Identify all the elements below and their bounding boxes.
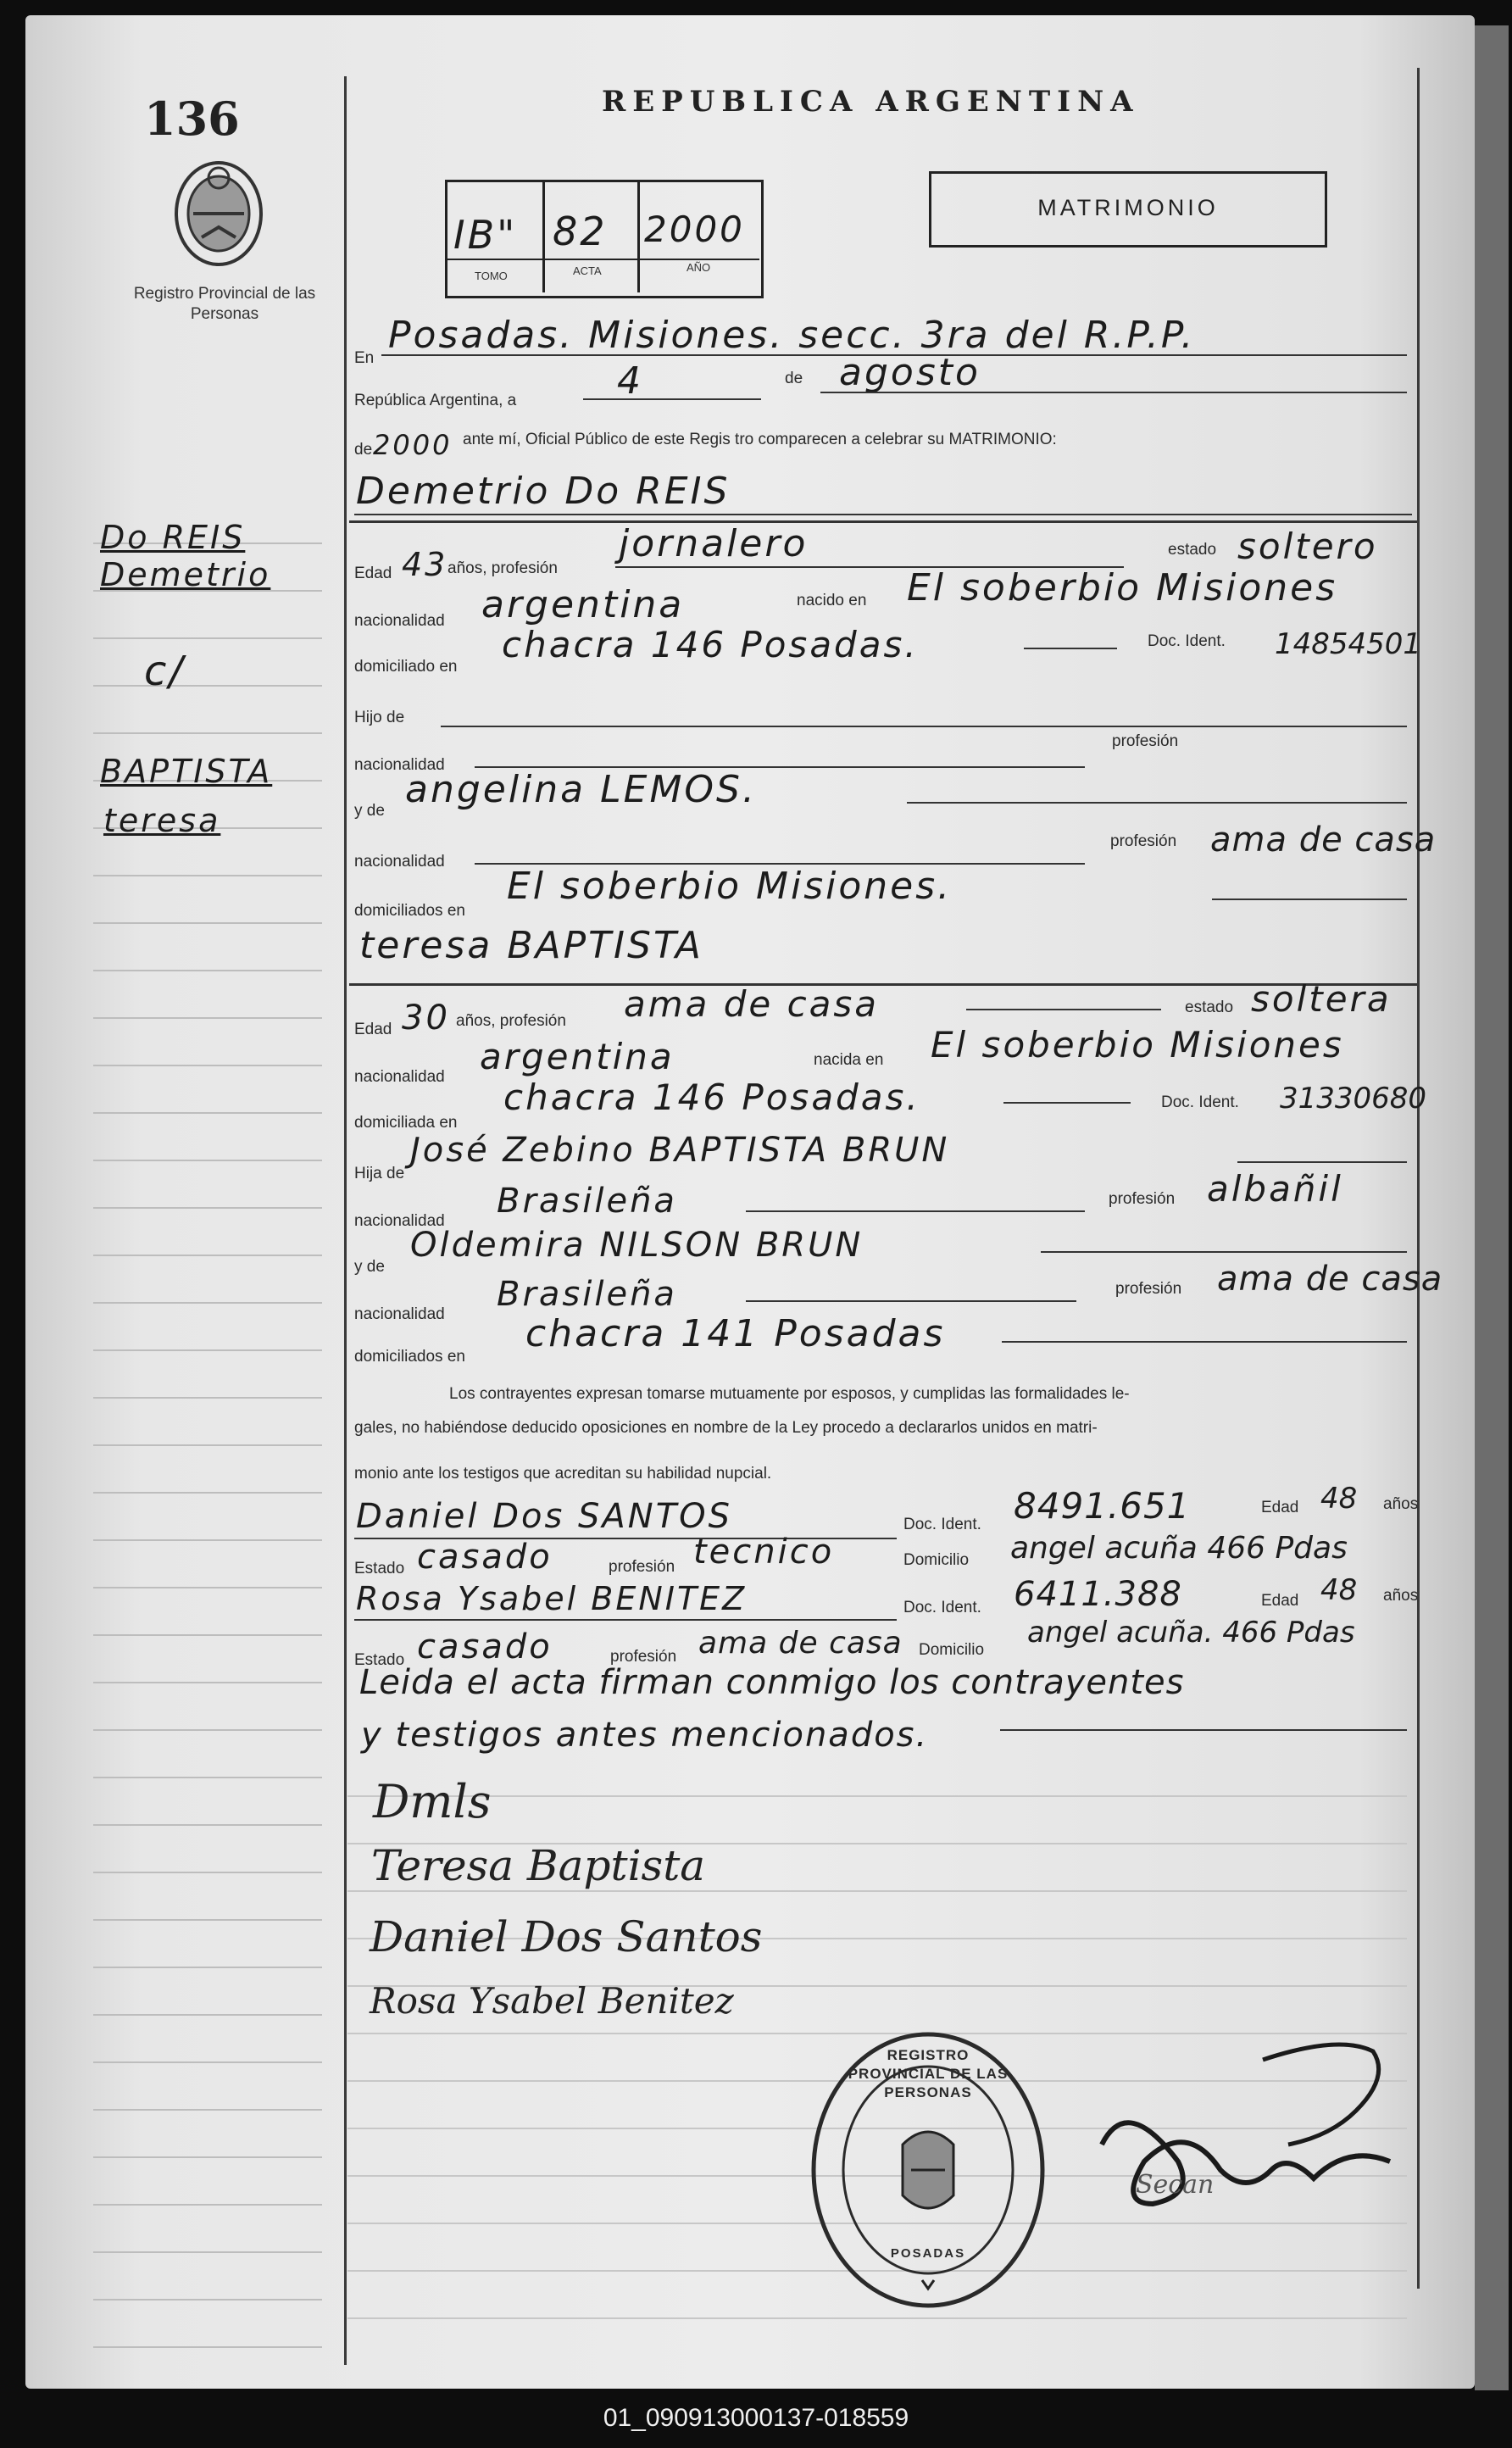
groom-domicilio: chacra 146 Posadas. <box>502 624 919 665</box>
witness1-estado: casado <box>417 1538 553 1577</box>
fill-line <box>966 1009 1161 1010</box>
groom-dom-label: domiciliado en <box>354 658 458 676</box>
groom-hijo-label: Hijo de <box>354 709 405 726</box>
groom-nacionalidad: argentina <box>481 583 685 626</box>
tomo-value: IB" <box>453 212 518 258</box>
groom-y-de-label: y de <box>354 802 385 820</box>
closing-line-1: Leida el acta firman conmigo los contrayentes <box>359 1663 1185 1702</box>
bride-madre: Oldemira NILSON BRUN <box>410 1226 864 1265</box>
body-ruled-line <box>347 2317 1407 2319</box>
groom-anos-label: años, profesión <box>447 559 558 577</box>
margin-line-1: Do REIS <box>100 519 246 556</box>
margin-ruled-line <box>93 2156 322 2158</box>
witness1-edad: 48 <box>1320 1482 1358 1516</box>
bride-prof3-label: profesión <box>1115 1280 1182 1298</box>
intro-text: ante mí, Oficial Público de este Regis tro comparecen a celebrar su MATRIMONIO: <box>463 431 1057 448</box>
bride-doc: 31330680 <box>1280 1082 1427 1116</box>
bride-prof2-label: profesión <box>1109 1190 1176 1208</box>
fill-line <box>583 398 761 400</box>
groom-doms-label: domiciliados en <box>354 902 465 920</box>
month: agosto <box>839 351 981 394</box>
bride-domicilio: chacra 146 Posadas. <box>503 1077 920 1118</box>
bride-padre-nac: Brasileña <box>497 1182 677 1221</box>
groom-nacido-label: nacido en <box>797 592 867 609</box>
body-ruled-line <box>347 1795 1407 1797</box>
bride-edad: 30 <box>402 999 450 1038</box>
margin-ruled-line <box>93 1824 322 1826</box>
year: 2000 <box>373 429 453 461</box>
en-label: En <box>354 349 375 367</box>
margin-line-4: BAPTISTA <box>100 753 273 790</box>
stamp-sub: POSADAS <box>890 2246 966 2261</box>
bride-doc-label: Doc. Ident. <box>1161 1093 1239 1111</box>
fill-line <box>907 802 1407 804</box>
statement-line-2: gales, no habiéndose deducido oposiciones en nombre de la Ley procedo a declararlos unidos en matri- <box>354 1419 1098 1437</box>
groom-estado-label: estado <box>1168 541 1217 559</box>
margin-ruled-line <box>93 970 322 971</box>
groom-madre-prof: ama de casa <box>1210 821 1437 860</box>
bride-madre-prof: ama de casa <box>1217 1260 1443 1299</box>
margin-ruled-line <box>93 1539 322 1541</box>
year-prefix: de <box>354 441 373 459</box>
bride-padre: José Zebino BAPTISTA BRUN <box>410 1131 950 1170</box>
statement-line-1: Los contrayentes expresan tomarse mutuamente por esposos, y cumplidas las formalidades le- <box>449 1385 1130 1403</box>
groom-nac3-label: nacionalidad <box>354 853 445 871</box>
margin-ruled-line <box>93 922 322 924</box>
official-signature-icon <box>1068 2017 1407 2238</box>
margin-ruled-line <box>93 2346 322 2348</box>
witness1-prof-label: profesión <box>609 1558 675 1576</box>
groom-edad-label: Edad <box>354 565 392 582</box>
fill-line <box>746 1210 1085 1212</box>
margin-divider <box>344 76 347 2365</box>
witness2-domicilio: angel acuña. 466 Pdas <box>1027 1616 1355 1650</box>
acta-label: ACTA <box>573 264 602 277</box>
witness2-profesion: ama de casa <box>698 1626 903 1661</box>
margin-ruled-line <box>93 1682 322 1683</box>
signature-4: Rosa Ysabel Benitez <box>370 1980 734 2022</box>
witness1-doc-label: Doc. Ident. <box>903 1516 981 1533</box>
footer-image-id: 01_090913000137-018559 <box>603 2404 909 2432</box>
bride-estado-label: estado <box>1185 999 1234 1016</box>
bride-madre-nac: Brasileña <box>497 1275 677 1314</box>
groom-profesion: jornalero <box>619 522 809 565</box>
margin-line-3: c/ <box>144 648 186 695</box>
margin-ruled-line <box>93 2251 322 2253</box>
margin-ruled-line <box>93 1112 322 1114</box>
witness1-domicilio: angel acuña 466 Pdas <box>1010 1531 1348 1566</box>
witness1-edad-label: Edad <box>1261 1499 1299 1516</box>
groom-prof2-label: profesión <box>1112 732 1179 750</box>
type-box-label: MATRIMONIO <box>1037 195 1219 220</box>
fill-line <box>820 392 1407 393</box>
signature-1: Dmls <box>373 1775 492 1828</box>
registry-name: Registro Provincial de las Personas <box>133 285 316 323</box>
margin-line-5: teresa <box>103 802 221 839</box>
groom-edad: 43 <box>402 546 448 583</box>
fill-line <box>1237 1161 1407 1163</box>
margin-ruled-line <box>93 2299 322 2301</box>
bride-nacida-label: nacida en <box>814 1051 884 1069</box>
margin-ruled-line <box>93 2014 322 2016</box>
margin-ruled-line <box>93 637 322 639</box>
anio-value: 2000 <box>644 209 745 250</box>
fill-line <box>1003 1102 1131 1104</box>
signature-2: Teresa Baptista <box>371 1841 706 1890</box>
bride-y-de-label: y de <box>354 1258 385 1276</box>
margin-ruled-line <box>93 1017 322 1019</box>
bride-nac2-label: nacionalidad <box>354 1212 445 1230</box>
bride-dom-label: domiciliada en <box>354 1114 458 1132</box>
right-border <box>1417 68 1420 2289</box>
margin-ruled-line <box>93 1160 322 1161</box>
bride-padre-prof: albañil <box>1207 1168 1343 1210</box>
witness2-estado-label: Estado <box>354 1651 405 1669</box>
witness2-doc-label: Doc. Ident. <box>903 1599 981 1616</box>
fill-line <box>354 1619 897 1621</box>
witness1-name: Daniel Dos SANTOS <box>356 1497 733 1536</box>
witness1-profesion: tecnico <box>693 1533 835 1572</box>
fill-line <box>1002 1341 1407 1343</box>
fill-line <box>1041 1251 1407 1253</box>
bride-profesion: ama de casa <box>624 983 880 1025</box>
groom-estado: soltero <box>1237 526 1378 567</box>
margin-ruled-line <box>93 1349 322 1351</box>
place: Posadas. Misiones. secc. 3ra del R.P.P. <box>388 314 1196 357</box>
margin-ruled-line <box>93 1065 322 1066</box>
groom-name: Demetrio Do REIS <box>356 470 731 513</box>
bride-nacionalidad: argentina <box>480 1036 675 1077</box>
record-divider <box>637 182 640 292</box>
fill-line <box>441 726 1407 727</box>
witness1-dom-label: Domicilio <box>903 1551 970 1569</box>
witness2-edad: 48 <box>1320 1573 1358 1607</box>
de-label: de <box>785 370 803 387</box>
closing-line-2: y testigos antes mencionados. <box>361 1716 929 1755</box>
margin-ruled-line <box>93 1729 322 1731</box>
page-number: 136 <box>144 92 240 146</box>
witness2-edad-label: Edad <box>1261 1592 1299 1610</box>
record-divider <box>447 259 759 260</box>
fill-line <box>746 1300 1076 1302</box>
witness1-doc: 8491.651 <box>1014 1485 1191 1527</box>
bride-doms-label: domiciliados en <box>354 1348 465 1366</box>
republica-label: República Argentina, a <box>354 392 517 409</box>
fill-line <box>1024 648 1117 649</box>
margin-ruled-line <box>93 1397 322 1399</box>
groom-padres-dom: El soberbio Misiones. <box>507 865 953 908</box>
country-title: REPUBLICA ARGENTINA <box>602 85 1140 119</box>
margin-ruled-line <box>93 2109 322 2111</box>
margin-ruled-line <box>93 875 322 876</box>
witness2-anos-label: años <box>1383 1587 1419 1605</box>
fill-line <box>1000 1729 1407 1731</box>
section-divider <box>349 520 1417 523</box>
groom-nacido: El soberbio Misiones <box>907 566 1338 609</box>
bride-edad-label: Edad <box>354 1021 392 1038</box>
bride-nac3-label: nacionalidad <box>354 1305 445 1323</box>
statement-line-3: monio ante los testigos que acreditan su habilidad nupcial. <box>354 1465 772 1483</box>
margin-line-2: Demetrio <box>100 556 271 593</box>
groom-doc: 14854501 <box>1275 627 1422 661</box>
groom-doc-label: Doc. Ident. <box>1148 632 1226 650</box>
margin-ruled-line <box>93 1872 322 1873</box>
witness2-doc: 6411.388 <box>1014 1575 1182 1614</box>
margin-ruled-line <box>93 1255 322 1256</box>
groom-nac2-label: nacionalidad <box>354 756 445 774</box>
witness2-prof-label: profesión <box>610 1648 677 1666</box>
coat-of-arms-icon <box>168 153 270 271</box>
bride-nac-label: nacionalidad <box>354 1068 445 1086</box>
margin-ruled-line <box>93 1444 322 1446</box>
fill-line <box>354 514 1412 515</box>
book-edge <box>1475 25 1509 2390</box>
bride-anos-label: años, profesión <box>456 1012 566 1030</box>
stamp-text: REGISTRO PROVINCIAL DE LAS PERSONAS <box>848 2047 1009 2100</box>
margin-ruled-line <box>93 2061 322 2063</box>
groom-prof3-label: profesión <box>1110 832 1177 850</box>
margin-ruled-line <box>93 1919 322 1921</box>
bride-hija-label: Hija de <box>354 1165 405 1182</box>
margin-ruled-line <box>93 2204 322 2206</box>
groom-nac-label: nacionalidad <box>354 612 445 630</box>
bride-name: teresa BAPTISTA <box>359 924 703 967</box>
bride-estado: soltera <box>1251 978 1392 1020</box>
day: 4 <box>617 359 643 403</box>
official-signature: Secan <box>1136 2170 1215 2200</box>
signature-3: Daniel Dos Santos <box>370 1912 763 1961</box>
witness2-estado: casado <box>417 1627 553 1666</box>
margin-ruled-line <box>93 1777 322 1778</box>
margin-ruled-line <box>93 1207 322 1209</box>
record-divider <box>542 182 545 292</box>
margin-ruled-line <box>93 1587 322 1588</box>
fill-line <box>1212 899 1407 900</box>
body-ruled-line <box>347 1890 1407 1892</box>
acta-value: 82 <box>553 209 608 254</box>
witness1-estado-label: Estado <box>354 1560 405 1577</box>
margin-ruled-line <box>93 685 322 687</box>
anio-label: AÑO <box>687 261 711 274</box>
bride-nacida: El soberbio Misiones <box>931 1024 1344 1065</box>
margin-ruled-line <box>93 732 322 734</box>
witness2-dom-label: Domicilio <box>919 1641 985 1659</box>
margin-ruled-line <box>93 1492 322 1494</box>
margin-ruled-line <box>93 1302 322 1304</box>
margin-ruled-line <box>93 1634 322 1636</box>
bride-padres-dom: chacra 141 Posadas <box>525 1312 946 1355</box>
witness2-name: Rosa Ysabel BENITEZ <box>356 1580 748 1617</box>
margin-ruled-line <box>93 1967 322 1968</box>
tomo-label: TOMO <box>475 270 508 282</box>
witness1-anos-label: años <box>1383 1495 1419 1513</box>
groom-madre: angelina LEMOS. <box>405 768 757 811</box>
